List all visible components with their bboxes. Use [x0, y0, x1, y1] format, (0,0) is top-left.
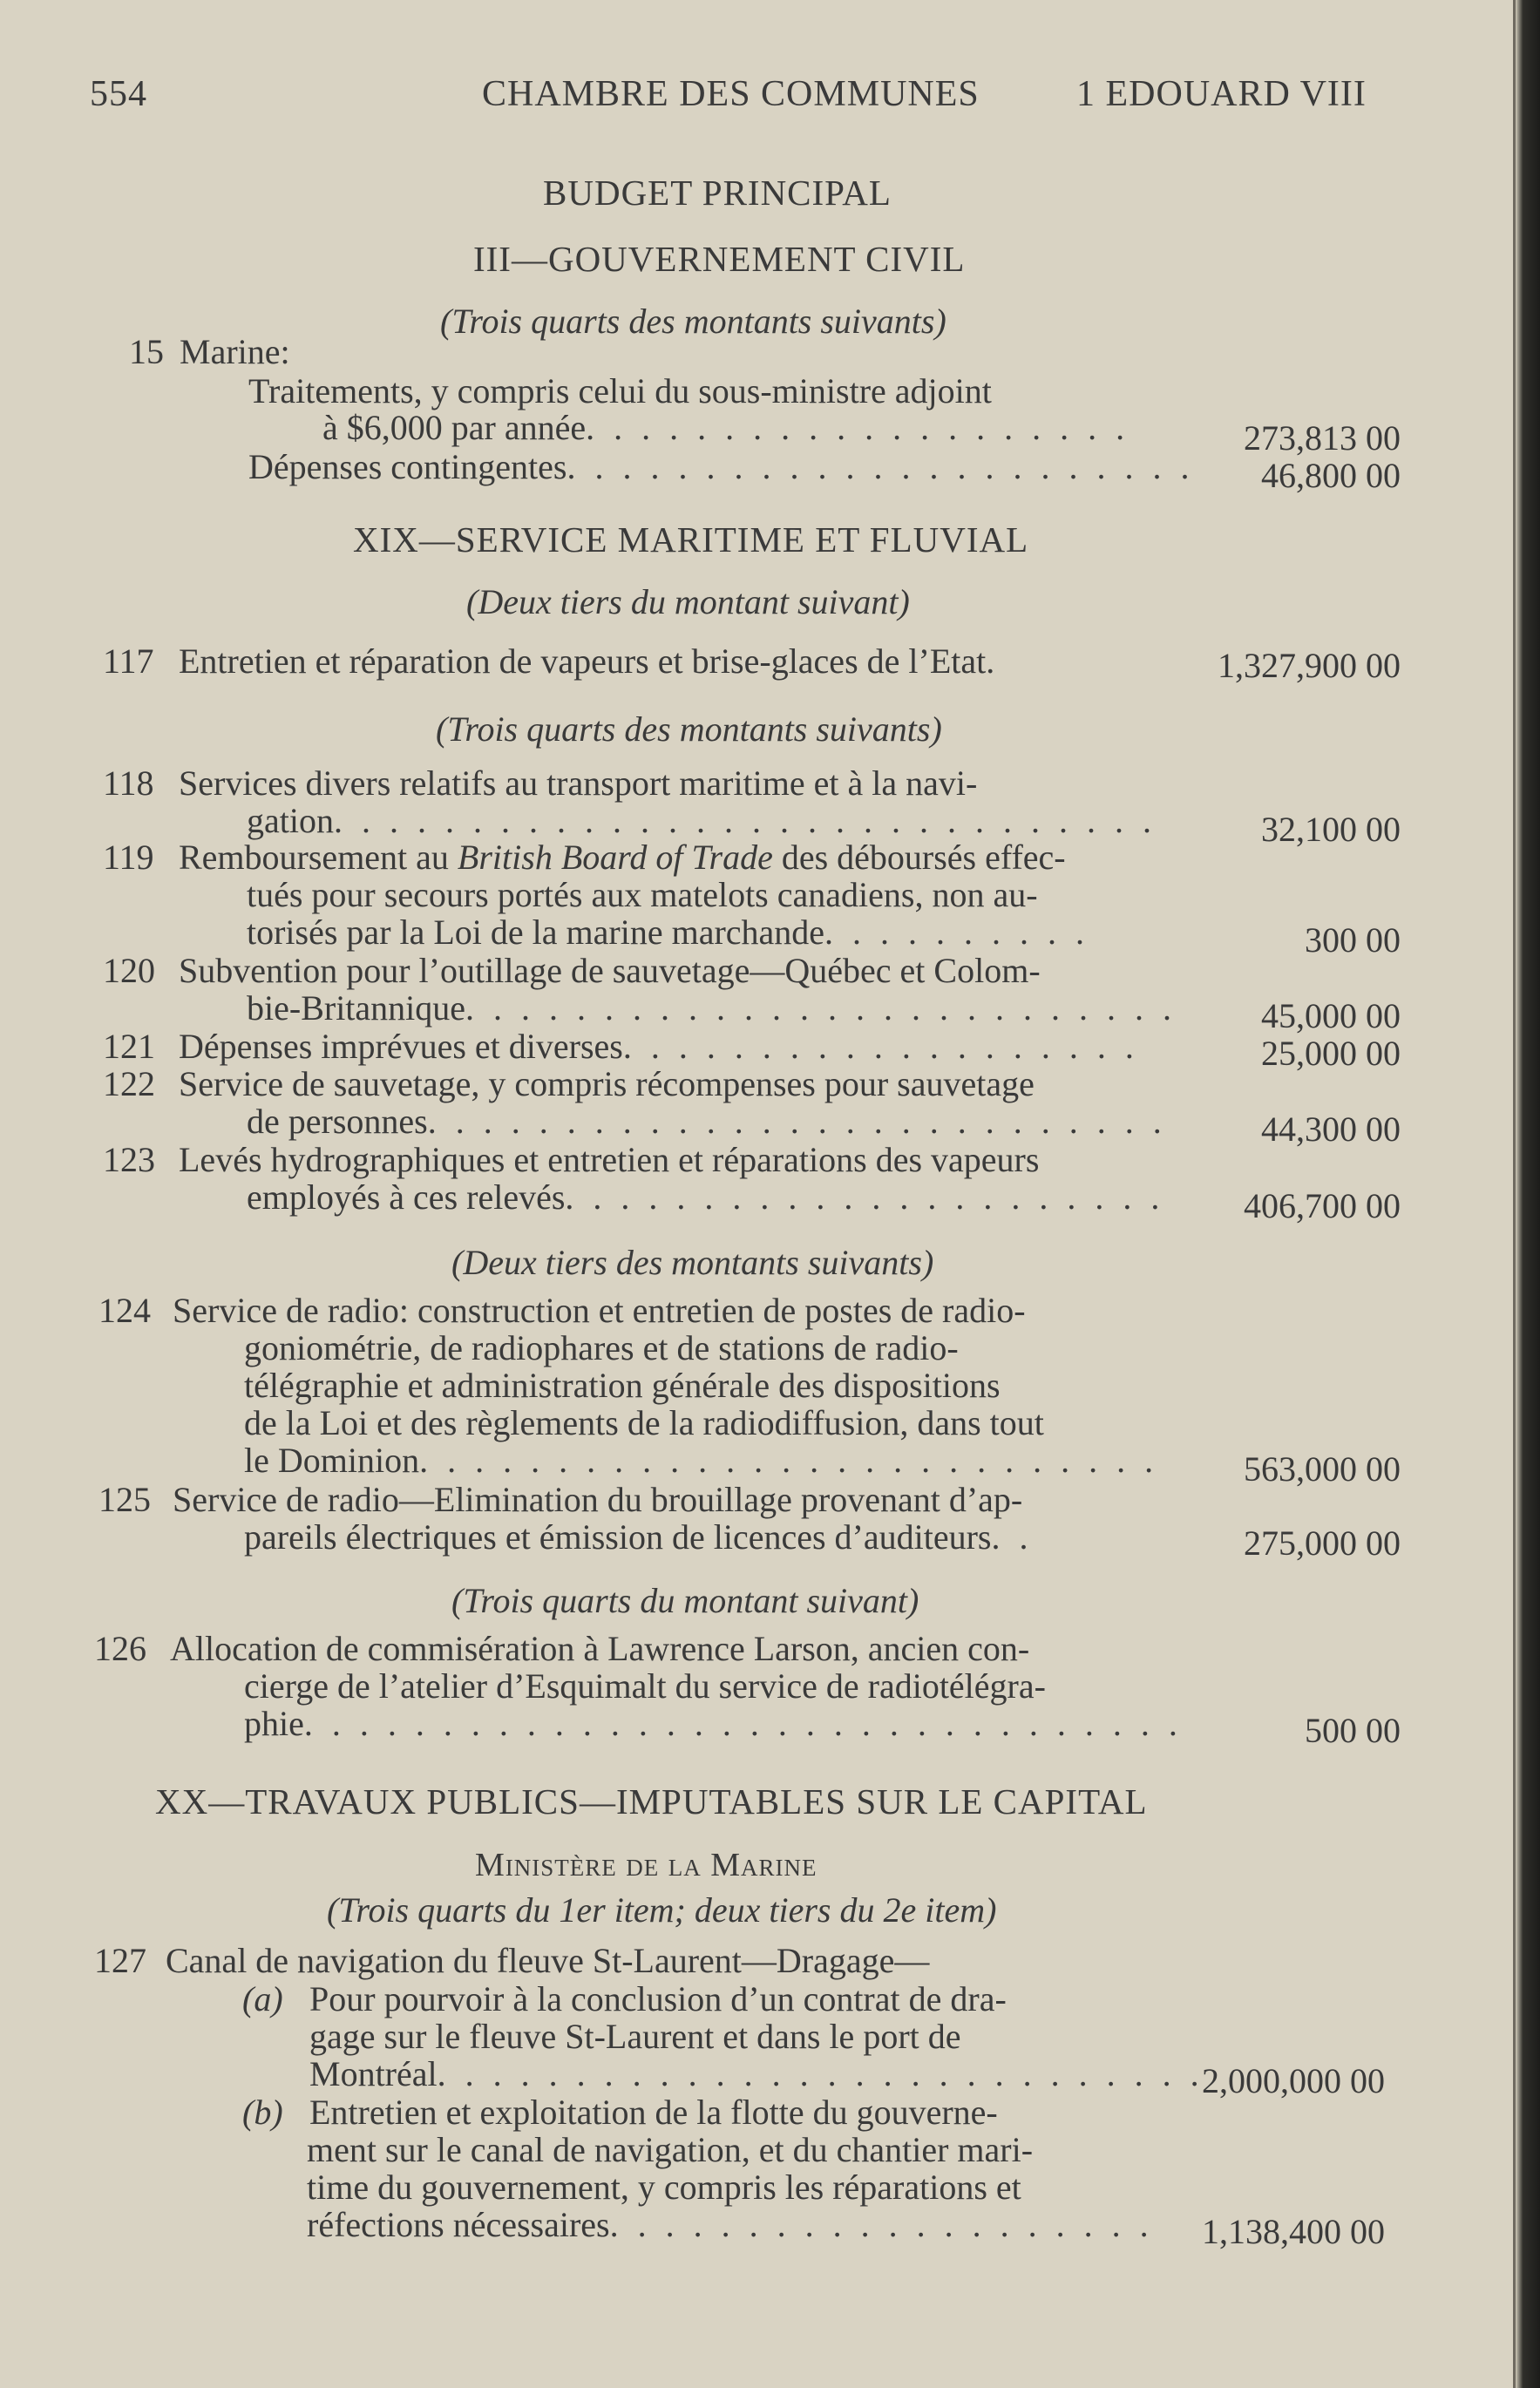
item-119-number: 119	[103, 838, 154, 877]
item-15-number: 15	[129, 332, 164, 371]
page-edge	[1516, 0, 1540, 2388]
item-127-b-amount: 1,138,400 00	[1202, 2212, 1385, 2251]
item-124-line4: de la Loi et des règlements de la radiodiffusion, dans tout	[244, 1403, 1044, 1442]
item-124-line3: télégraphie et administration générale des dispositions	[244, 1366, 1001, 1405]
section-xix-subtitle-b: (Trois quarts des montants suivants)	[436, 709, 942, 749]
section-xix-subtitle-a: (Deux tiers du montant suivant)	[466, 582, 910, 621]
item-121-text: Dépenses imprévues et diverses. . . . . . . . . . . . . . . . . . .	[179, 1027, 1139, 1066]
item-118-line2: gation. . . . . . . . . . . . . . . . . . . . . . . . . . . . . .	[247, 801, 1157, 840]
item-124-amount: 563,000 00	[1244, 1449, 1401, 1489]
item-125-line1: Service de radio—Elimination du brouillage provenant d’ap-	[173, 1480, 1023, 1519]
section-iii-subtitle: (Trois quarts des montants suivants)	[440, 302, 946, 341]
item-121-amount: 25,000 00	[1261, 1034, 1401, 1073]
item-122-line1: Service de sauvetage, y compris récompenses pour sauvetage	[179, 1064, 1035, 1103]
item-117-text: Entretien et réparation de vapeurs et brise-glaces de l’Etat.	[179, 641, 995, 681]
item-126-line2: cierge de l’atelier d’Esquimalt du service de radiotélégra-	[244, 1666, 1046, 1706]
item-127-b-line1: Entretien et exploitation de la flotte du gouverne-	[309, 2093, 998, 2132]
item-119-line2: tués pour secours portés aux matelots canadiens, non au-	[247, 875, 1038, 914]
item-127-number: 127	[94, 1941, 146, 1980]
item-15-line1: Traitements, y compris celui du sous-ministre adjoint	[248, 371, 992, 410]
item-120-line1: Subvention pour l’outillage de sauvetage—Québec et Colom-	[179, 951, 1041, 990]
item-123-amount: 406,700 00	[1244, 1186, 1401, 1225]
item-117-number: 117	[103, 641, 154, 681]
item-126-line1: Allocation de commisération à Lawrence Larson, ancien con-	[170, 1629, 1030, 1668]
item-122-number: 122	[103, 1064, 155, 1103]
item-125-number: 125	[98, 1480, 151, 1519]
item-15-amount-2: 46,800 00	[1261, 456, 1401, 495]
item-127-b-line4: réfections nécessaires. . . . . . . . . . . . . . . . . . . .	[307, 2205, 1154, 2244]
item-15-label: Marine:	[180, 332, 290, 371]
section-xix-subtitle-d: (Trois quarts du montant suivant)	[451, 1581, 919, 1620]
item-122-line2: de personnes. . . . . . . . . . . . . . . . . . . . . . . . . . .	[247, 1102, 1167, 1141]
item-127-a-line2: gage sur le fleuve St-Laurent et dans le port de	[309, 2017, 961, 2056]
item-125-amount: 275,000 00	[1244, 1523, 1401, 1563]
item-127-line1: Canal de navigation du fleuve St-Laurent—Dragage—	[166, 1941, 930, 1980]
header-title: CHAMBRE DES COMMUNES	[482, 74, 980, 114]
section-xx-title: XX—TRAVAUX PUBLICS—IMPUTABLES SUR LE CAPITAL	[155, 1781, 1148, 1822]
header-session: 1 EDOUARD VIII	[1076, 74, 1367, 114]
section-xx-subtitle: (Trois quarts du 1er item; deux tiers du 2e item)	[327, 1890, 997, 1930]
item-120-amount: 45,000 00	[1261, 996, 1401, 1035]
item-127-a-amount: 2,000,000 00	[1202, 2061, 1385, 2100]
item-126-line3: phie. . . . . . . . . . . . . . . . . . . . . . . . . . . . . . . .	[244, 1704, 1183, 1743]
item-15-line2: à $6,000 par année. . . . . . . . . . . . . . . . . . . .	[322, 408, 1130, 447]
item-124-line1: Service de radio: construction et entretien de postes de radio-	[173, 1291, 1026, 1330]
item-15-line3: Dépenses contingentes. . . . . . . . . . . . . . . . . . . . . . .	[248, 447, 1195, 486]
item-126-number: 126	[94, 1629, 146, 1668]
item-125-line2: pareils électriques et émission de licences d’auditeurs. .	[244, 1517, 1034, 1557]
item-127-a-line1: Pour pourvoir à la conclusion d’un contrat de dra-	[309, 1979, 1007, 2018]
section-iii-title: III—GOUVERNEMENT CIVIL	[473, 239, 966, 279]
budget-title: BUDGET PRINCIPAL	[543, 173, 892, 213]
item-118-number: 118	[103, 763, 154, 803]
item-123-line1: Levés hydrographiques et entretien et réparations des vapeurs	[179, 1140, 1040, 1179]
item-124-line5: le Dominion. . . . . . . . . . . . . . . . . . . . . . . . . . .	[244, 1441, 1159, 1480]
item-127-b-line3: time du gouvernement, y compris les réparations et	[307, 2168, 1021, 2207]
item-127-a-line3: Montréal. . . . . . . . . . . . . . . . . . . . . . . . . . . .	[309, 2054, 1204, 2093]
page-number: 554	[90, 74, 147, 114]
item-117-amount: 1,327,900 00	[1218, 646, 1401, 685]
item-123-number: 123	[103, 1140, 155, 1179]
item-127-a-label: (a)	[242, 1979, 283, 2018]
item-118-amount: 32,100 00	[1261, 810, 1401, 849]
item-120-line2: bie-Britannique. . . . . . . . . . . . . . . . . . . . . . . . . .	[247, 988, 1177, 1028]
item-127-b-line2: ment sur le canal de navigation, et du chantier mari-	[307, 2130, 1034, 2169]
item-127-b-label: (b)	[242, 2093, 283, 2132]
item-119-line1: Remboursement au British Board of Trade des déboursés effec-	[179, 838, 1066, 877]
item-119-line3: torisés par la Loi de la marine marchande. . . . . . . . . .	[247, 912, 1090, 952]
item-15-amount-1: 273,813 00	[1244, 418, 1401, 458]
item-124-number: 124	[98, 1291, 151, 1330]
item-126-amount: 500 00	[1305, 1711, 1401, 1750]
item-121-number: 121	[103, 1027, 155, 1066]
section-xix-subtitle-c: (Deux tiers des montants suivants)	[451, 1243, 934, 1282]
section-xx-ministry: Ministère de la Marine	[475, 1847, 817, 1883]
item-119-amount: 300 00	[1305, 920, 1401, 960]
item-118-line1: Services divers relatifs au transport maritime et à la navi-	[179, 763, 978, 803]
item-124-line2: goniométrie, de radiophares et de stations de radio-	[244, 1328, 959, 1367]
item-123-line2: employés à ces relevés. . . . . . . . . . . . . . . . . . . . . .	[247, 1177, 1165, 1217]
item-120-number: 120	[103, 951, 155, 990]
item-122-amount: 44,300 00	[1261, 1109, 1401, 1149]
section-xix-title: XIX—SERVICE MARITIME ET FLUVIAL	[353, 519, 1029, 560]
